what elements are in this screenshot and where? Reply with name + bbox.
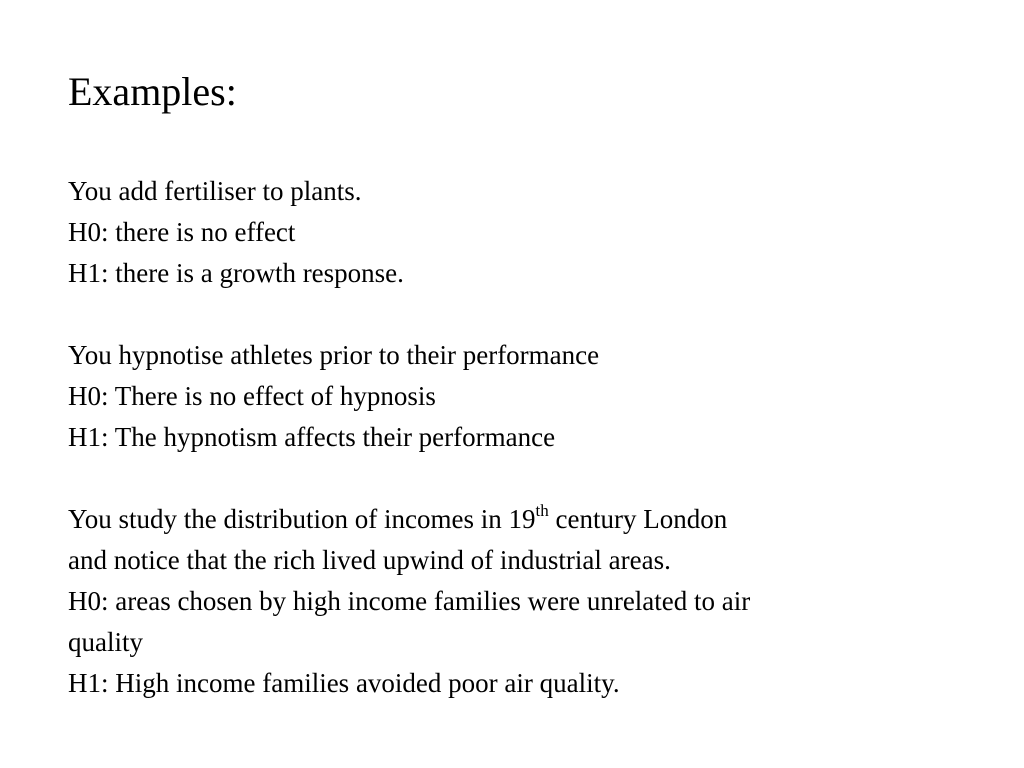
example1-scenario: You add fertiliser to plants. xyxy=(68,176,362,206)
example3-scenario-line1 xyxy=(68,499,968,540)
example3-scenario-line2: and notice that the rich lived upwind of industrial areas. xyxy=(68,545,671,575)
example2-h1: H1: The hypnotism affects their performance xyxy=(68,422,556,452)
spacer xyxy=(68,294,968,335)
example3-h0-line2: quality xyxy=(68,627,143,657)
example3-scenario-part1: You study the distribution of incomes in 19 xyxy=(68,504,536,534)
example2-h0: H0: There is no effect of hypnosis xyxy=(68,381,436,411)
example3-h0-line1: H0: areas chosen by high income families were unrelated to air xyxy=(68,586,751,616)
spacer xyxy=(68,458,968,499)
example1-h0: H0: there is no effect xyxy=(68,217,296,247)
ordinal-superscript: th xyxy=(535,501,549,520)
example1-h1: H1: there is a growth response. xyxy=(68,258,404,288)
example3-h1: H1: High income families avoided poor air quality. xyxy=(68,668,620,698)
example2-scenario: You hypnotise athletes prior to their performance xyxy=(68,340,600,370)
slide-title: Examples: xyxy=(68,69,237,114)
slide-body xyxy=(68,171,968,704)
example3-scenario-part2: century London xyxy=(548,504,728,534)
